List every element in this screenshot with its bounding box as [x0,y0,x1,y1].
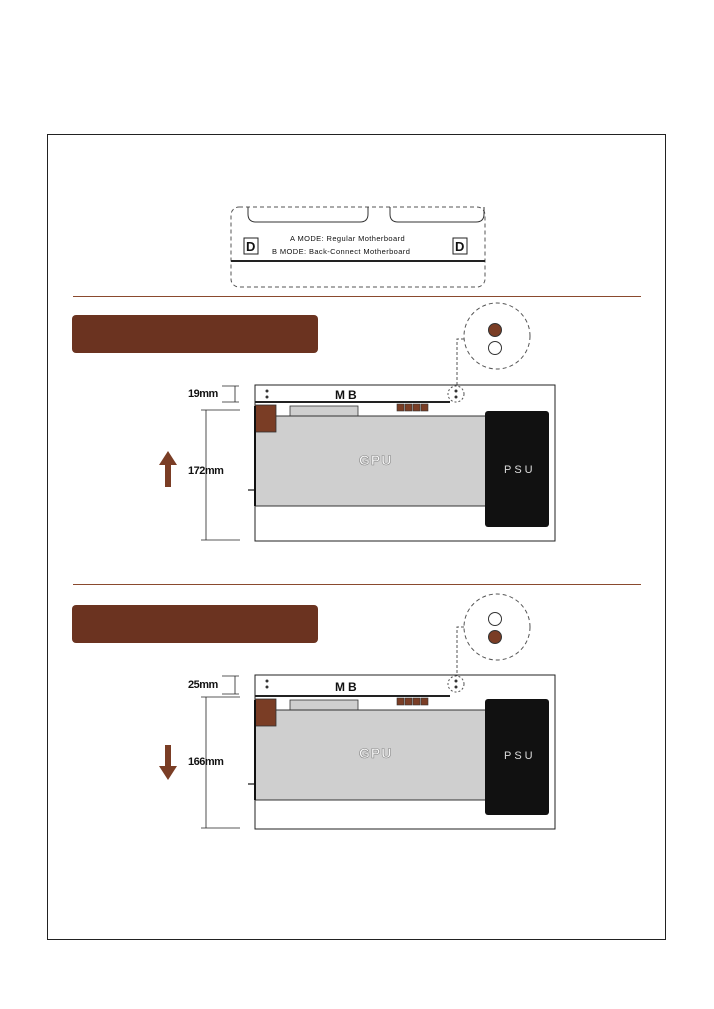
section-b-top-gap: 25mm [188,679,218,691]
section-a-top-gap: 19mm [188,388,218,400]
section-b-indicator-top [489,613,502,626]
section-a-mb-label: MB [335,388,360,402]
section-b-indicator-ring [464,594,530,660]
section-a-psu-label: PSU [504,464,536,476]
section-b-gpu-top [290,700,358,710]
section-b-switch-ring [448,676,464,692]
section-b-gpu-bracket [255,699,276,726]
section-b-gpu-clearance: 166mm [188,756,224,768]
mode-b-text: B MODE: Back-Connect Motherboard [272,247,411,256]
section-b-arrow-down-icon [159,766,177,780]
mode-a-text: A MODE: Regular Motherboard [290,234,406,243]
section-b-indicator-bottom [489,631,502,644]
section-b-slot-blocks [397,698,428,705]
section-b-psu-label: PSU [504,750,536,762]
right-mark: D [455,239,465,254]
section-b-mb-label: MB [335,680,360,694]
section-a-gpu-label: GPU [359,452,393,468]
section-a-gpu-clearance: 172mm [188,465,224,477]
section-b-leader [457,627,464,676]
left-mark: D [246,239,256,254]
section-b-gpu-label: GPU [359,745,393,761]
